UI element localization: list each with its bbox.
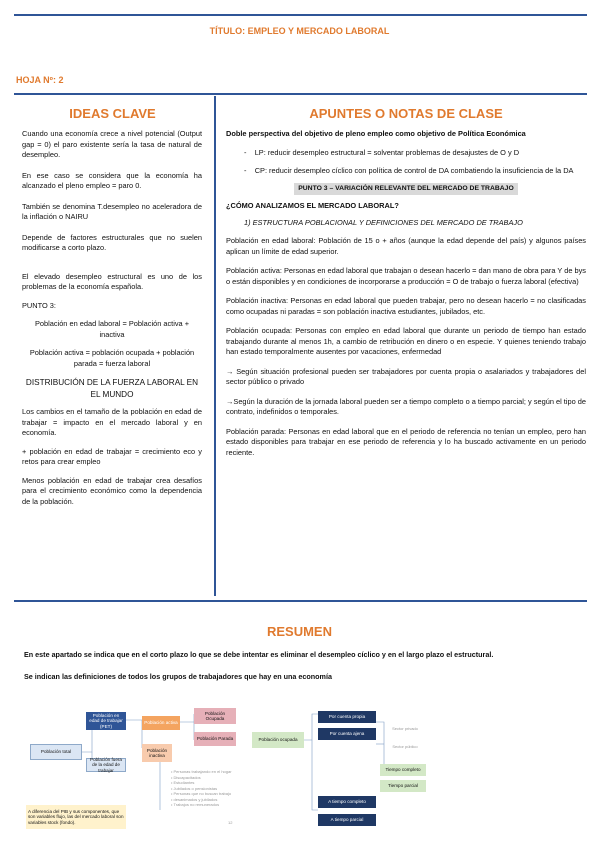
ideas-p10: Los cambios en el tamaño de la población en edad de trabajar = impacto en el mercado laboral y en economía. (22, 407, 202, 437)
diagram-page-number: 12 (228, 820, 233, 825)
def-ocupada: Población ocupada: Personas con empleo en edad laboral que durante un periodo de tiempo han estado trabajando durante al menos 1h, a cambio de retribución en dinero o en especie. Y quienes teniendo trabajo han estado temporalmente ausentes por vacaciones, enfermedad (226, 326, 586, 356)
node-poblacion-inactiva: Población inactiva (142, 744, 172, 762)
stock-flow-note: A diferencia del PIB y sus componentes, que son variables flujo, las del mercado laboral son variables stock (fondo). (26, 805, 126, 829)
ideas-p3: También se denomina T.desempleo no aceleradora de la inflación o NAIRU (22, 201, 202, 221)
node-poblacion-total: Población total (30, 744, 82, 760)
def-edad-laboral: Población en edad laboral: Población de 15 o + años (aunque la edad depende del país) y algunos países aplican un límite de edad superior. (226, 236, 586, 256)
node-sector-privado: Sector privado (392, 726, 418, 732)
resumen-line1: En este apartado se indica que en el corto plazo lo que se debe intentar es eliminar el desempleo cíclico y en el largo plazo el estructural. (24, 650, 494, 659)
ideas-p7: Población en edad laboral = Población activa + inactiva (34, 319, 190, 339)
duracion-jornada: →Según la duración de la jornada laboral pueden ser a tiempo completo o a tiempo parcial; y según el tipo de contrato, indefinidos o temporales. (226, 396, 586, 416)
bullet-lp-text: LP: reducir desempleo estructural = solventar problemas de desajustes de O y D (254, 147, 520, 157)
apuntes-bullet-lp (226, 148, 586, 159)
ideas-column (22, 129, 202, 507)
node-poblacion-fuera-edad: Población fuera de la edad de trabajar (86, 758, 126, 772)
node-sector-publico: Sector público (392, 744, 418, 750)
node-cuenta-propia: Por cuenta propia (318, 711, 376, 723)
ideas-p1: Cuando una economía crece a nivel potencial (Output gap = 0) el paro existente sería la tasa de natural de desempleo. (22, 129, 202, 159)
dash-marker: - (244, 166, 255, 175)
node-poblacion-activa: Población activa (142, 716, 180, 730)
ideas-p11: + población en edad de trabajar = crecimiento eco y retos para crear empleo (22, 446, 202, 466)
node-poblacion-edad-trabajar: Población en edad de trabajar (PET) (86, 712, 126, 730)
resumen-title: RESUMEN (266, 624, 332, 639)
subsection-heading: 1) ESTRUCTURA POBLACIONAL Y DEFINICIONES DEL MERCADO DE TRABAJO (244, 217, 523, 227)
sheet-number: HOJA Nº: 2 (16, 75, 64, 85)
node-a-tiempo-parcial: A tiempo parcial (318, 814, 376, 826)
ideas-p8: Población activa = población ocupada + población parada = fuerza laboral (29, 348, 195, 368)
column-divider (214, 96, 216, 596)
def-inactiva: Población inactiva: Personas en edad laboral que pueden trabajar, pero no desean hacerlo = no clasificadas como ocupadas ni paradas = son población inactiva estudiantes, jubilados, etc. (226, 296, 586, 316)
ideas-p9: DISTRIBUCIÓN DE LA FUERZA LABORAL EN EL MUNDO (25, 378, 199, 399)
node-tiempo-completo-right: Tiempo completo (380, 764, 426, 776)
header-divider (14, 93, 587, 95)
node-poblacion-ocupada-2: Población ocupada (252, 732, 304, 748)
punto3-heading: PUNTO 3 – VARIACIÓN RELEVANTE DEL MERCADO DE TRABAJO (294, 183, 518, 196)
resumen-line2: Se indican las definiciones de todos los grupos de trabajadores que hay en una economía (24, 672, 332, 681)
bullet-cp-text: CP: reducir desempleo cíclico con política de control de DA combatiendo la insuficiencia de la DA (254, 166, 574, 175)
apuntes-column (226, 129, 586, 458)
def-parada: Población parada: Personas en edad laboral que en el periodo de referencia no tenían un empleo, pero han estado disponibles para trabajar en ese periodo de referencia y lo ha buscado activamente en un periodo reciente. (226, 426, 586, 457)
ideas-p4: Depende de factores estructurales que no suelen modificarse a corto plazo. (22, 232, 202, 252)
top-divider (14, 14, 587, 16)
resumen-divider (14, 600, 587, 602)
def-activa: Población activa: Personas en edad laboral que trabajan o desean hacerlo = dan mano de obra para Y de bys o están disponibles y en condiciones de incorporarse a producción = O de trabajo o fuerza laboral (efectiva) (226, 266, 586, 286)
ideas-p12: Menos población en edad de trabajar crea desafíos para el crecimiento económico como la dependencia de la población. (22, 475, 202, 506)
node-poblacion-parada: Población Parada (194, 732, 236, 746)
inactiva-list: • Personas trabajando en el hogar • Discapacitados • Estudiantes • Jubilados o pensionistas • Personas que no buscan trabajo • desanimados y jubilados • Trabajos no remunerados (171, 769, 232, 807)
node-poblacion-ocupada: Población Ocupada (194, 708, 236, 724)
situacion-profesional: → Según situación profesional pueden ser trabajadores por cuenta propia o asalariados y trabajadores del sector público o privado (226, 366, 586, 386)
apuntes-intro: Doble perspectiva del objetivo de pleno empleo como objetivo de Política Económica (226, 129, 526, 138)
document-title: TÍTULO: EMPLEO Y MERCADO LABORAL (209, 26, 390, 36)
dash-marker: - (244, 147, 255, 157)
apuntes-bullet-cp (226, 166, 586, 177)
node-cuenta-ajena: Por cuenta ajena (318, 728, 376, 740)
node-tiempo-parcial-right: Tiempo parcial (380, 780, 426, 792)
ideas-p2: En ese caso se considera que la economía ha alcanzado el pleno empleo = paro 0. (22, 170, 202, 190)
analysis-question: ¿CÓMO ANALIZAMOS EL MERCADO LABORAL? (226, 201, 399, 210)
ideas-p5: El elevado desempleo estructural es uno de los problemas de la economía española. (22, 271, 202, 291)
apuntes-title: APUNTES O NOTAS DE CLASE (309, 106, 503, 121)
node-a-tiempo-completo: A tiempo completo (318, 796, 376, 808)
ideas-p6: PUNTO 3: (22, 300, 56, 310)
ideas-title: IDEAS CLAVE (69, 106, 156, 121)
